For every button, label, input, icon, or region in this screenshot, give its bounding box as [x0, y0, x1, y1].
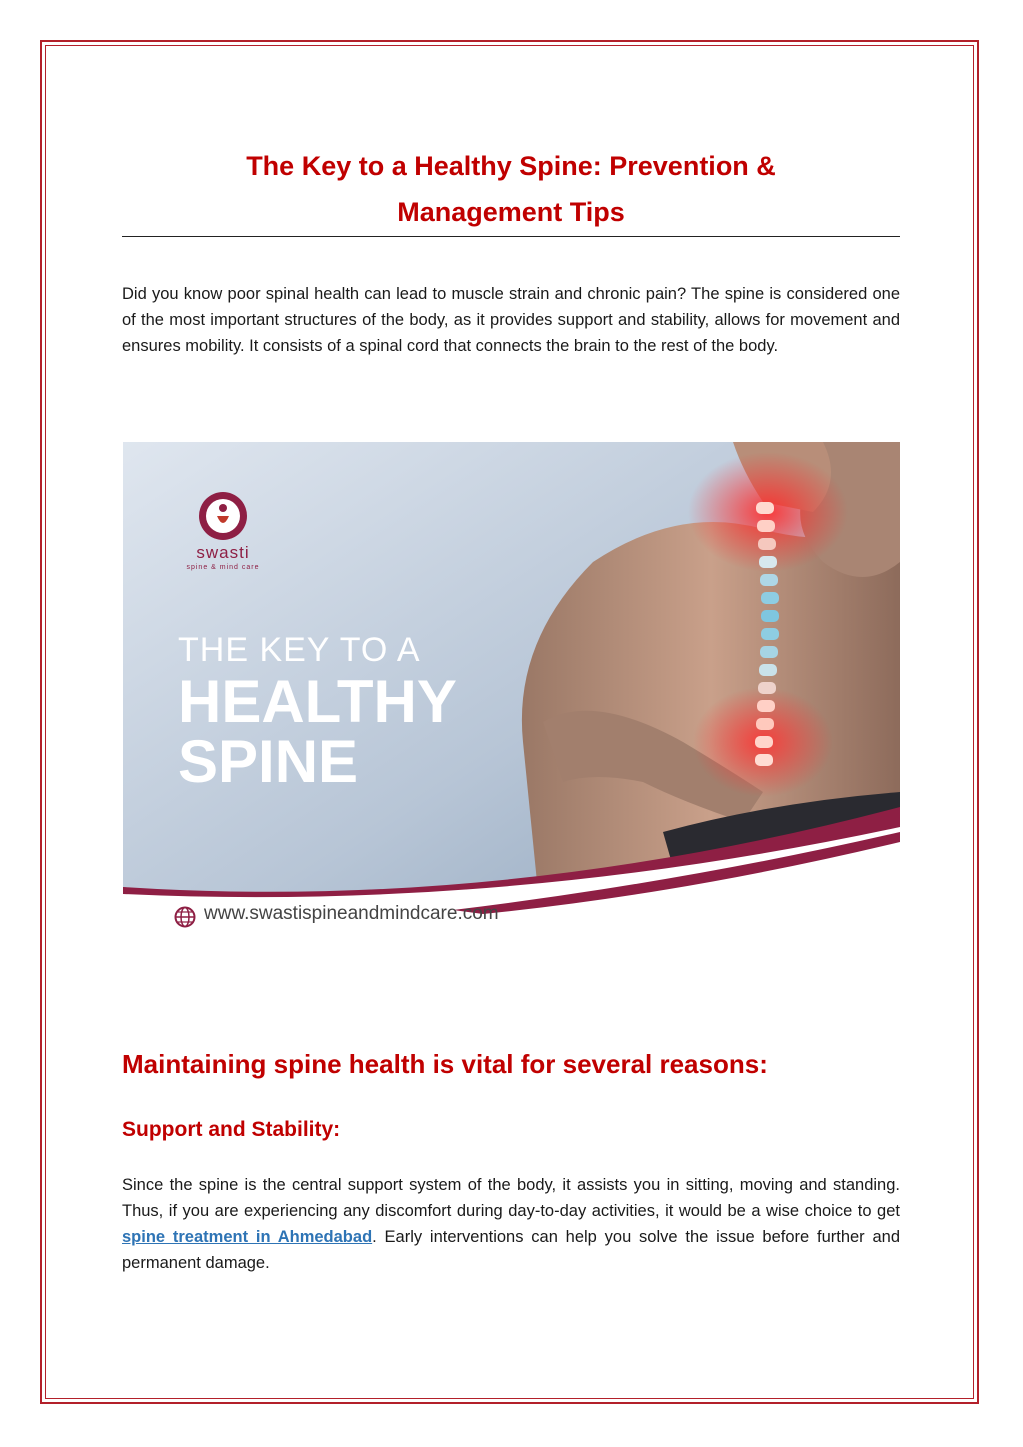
intro-paragraph: Did you know poor spinal health can lead to muscle strain and chronic pain? The spine is considered one of the most important structures of the body, as it provides support and stability, allows for movement and ensures mobility. It consists of a spinal cord that connects the brain to the rest of the body.: [122, 285, 900, 355]
hero-line-1: THE KEY TO A: [178, 631, 421, 669]
body-paragraph: [122, 1172, 900, 1276]
body-text-after-link: . Early interventions can help you solve the issue before further and permanent damage.: [122, 1228, 900, 1272]
hero-website-url: www.swastispineandmindcare.com: [204, 903, 499, 924]
hero-line-3: SPINE: [178, 728, 359, 795]
subsection-heading: Support and Stability:: [122, 1118, 341, 1141]
title-line-1: The Key to a Healthy Spine: Prevention &: [246, 151, 776, 181]
brand-name: swasti: [196, 543, 250, 562]
title-line-2: Management Tips: [397, 197, 625, 227]
hero-image: [123, 442, 900, 942]
spine-treatment-link[interactable]: spine treatment in Ahmedabad: [122, 1228, 373, 1246]
brand-tagline: spine & mind care: [186, 564, 260, 571]
hero-line-2: HEALTHY: [178, 668, 457, 735]
brand-logo-icon: [178, 490, 268, 545]
section-heading: Maintaining spine health is vital for several reasons:: [122, 1049, 768, 1079]
globe-icon: [174, 906, 196, 928]
body-text-before-link: Since the spine is the central support system of the body, it assists you in sitting, moving and standing. Thus, if you are experiencing any discomfort during day-to-day activities, it would be a wise choice to get: [122, 1176, 900, 1220]
document-title: [122, 143, 900, 235]
title-divider: [122, 236, 900, 237]
